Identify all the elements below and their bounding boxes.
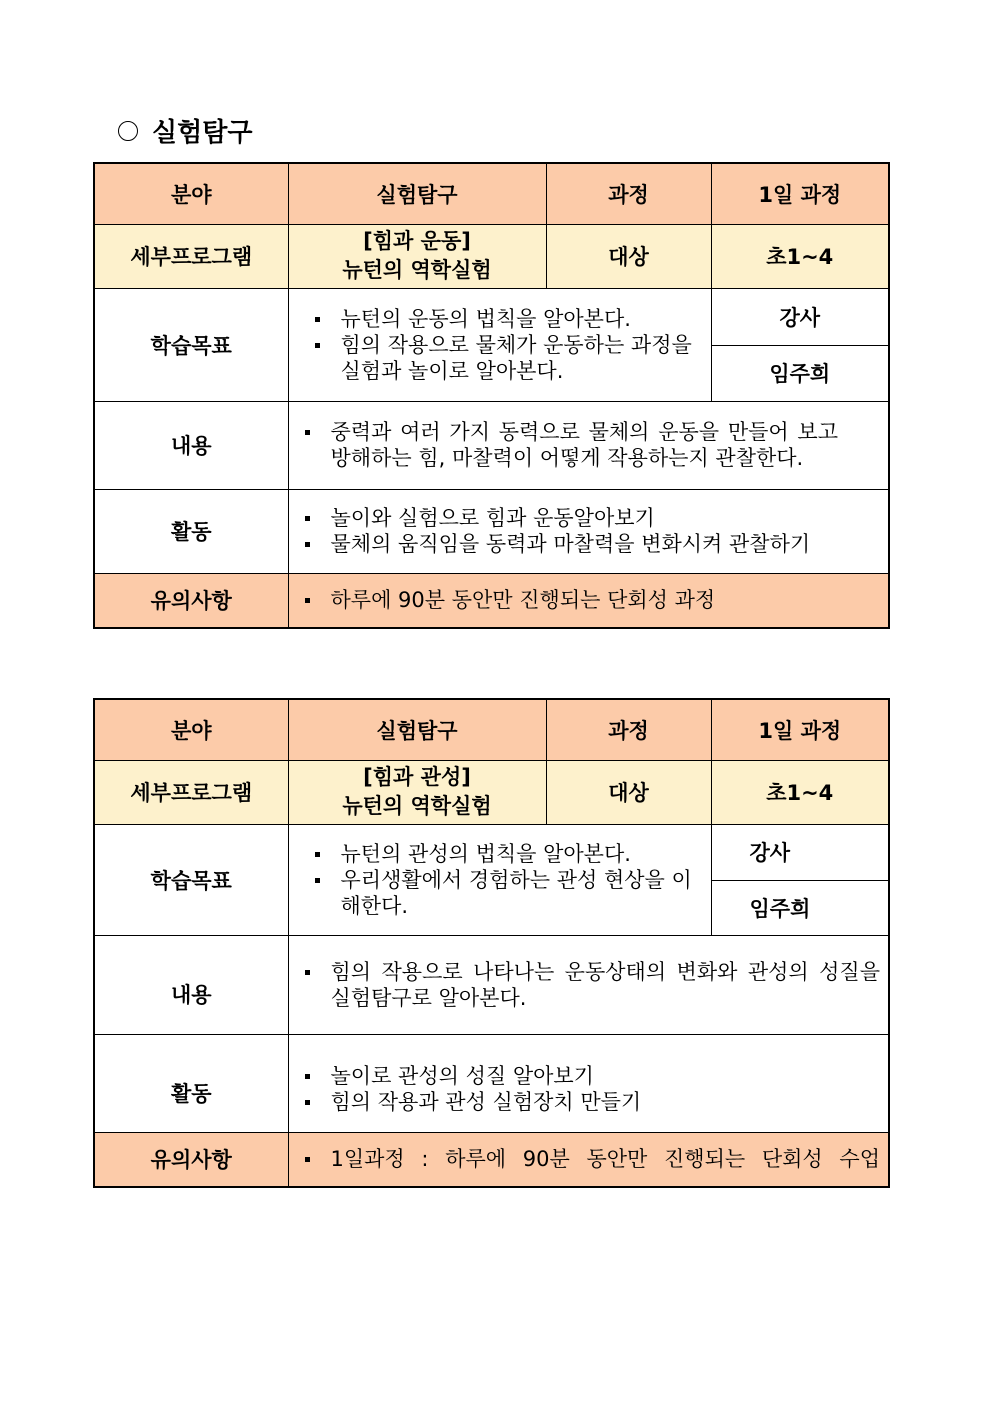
goal-item: 힘의 작용으로 물체가 운동하는 과정을 실험과 놀이로 알아본다.: [309, 332, 703, 384]
notes-item: 1일과정 : 하루에 90분 동안만 진행되는 단회성 수업: [299, 1146, 881, 1172]
goal-item: 우리생활에서 경험하는 관성 현상을 이해한다.: [309, 867, 697, 919]
program-title: 뉴턴의 역학실험: [342, 794, 492, 818]
header-row: [94, 163, 889, 224]
course-value: 1일 과정: [711, 163, 889, 224]
activity-label: 활동: [94, 1034, 288, 1132]
goal-item: 뉴턴의 관성의 법칙을 알아본다.: [309, 841, 697, 867]
notes-row: [94, 1132, 889, 1187]
goals-row: [94, 824, 889, 880]
content-item: 힘의 작용으로 나타나는 운동상태의 변화와 관성의 성질을 실험탐구로 알아본다.: [299, 959, 881, 1011]
content-label: 내용: [94, 401, 288, 489]
content-cell: [288, 935, 889, 1034]
goal-item: 뉴턴의 운동의 법칙을 알아본다.: [309, 306, 703, 332]
activity-item: 놀이와 실험으로 힘과 운동알아보기: [299, 505, 881, 531]
instructor-name: 임주희: [711, 345, 889, 401]
activity-row: [94, 489, 889, 573]
instructor-name: 임주희: [711, 880, 889, 935]
section-title: [118, 112, 252, 149]
target-value: 초1~4: [711, 224, 889, 288]
detail-row: [94, 760, 889, 824]
program-name: [288, 224, 546, 288]
activity-cell: [288, 489, 889, 573]
goals-label: 학습목표: [94, 824, 288, 935]
target-label: 대상: [546, 224, 711, 288]
goals-cell: [288, 824, 711, 935]
field-value: 실험탐구: [288, 699, 546, 760]
notes-cell: [288, 573, 889, 628]
content-item: 중력과 여러 가지 동력으로 물체의 운동을 만들어 보고 방해하는 힘, 마찰력이 어떻게 작용하는지 관찰한다.: [299, 419, 839, 471]
activity-item: 힘의 작용과 관성 실험장치 만들기: [299, 1089, 881, 1115]
circle-bullet-icon: [118, 121, 138, 141]
goals-row: [94, 288, 889, 345]
course-label: 과정: [546, 163, 711, 224]
field-label: 분야: [94, 699, 288, 760]
target-value: 초1~4: [711, 760, 889, 824]
instructor-label: 강사: [711, 824, 889, 880]
program-table-1: [93, 162, 890, 629]
activity-row: [94, 1034, 889, 1132]
instructor-label: 강사: [711, 288, 889, 345]
content-cell: [288, 401, 889, 489]
notes-label: 유의사항: [94, 573, 288, 628]
detail-row: [94, 224, 889, 288]
field-label: 분야: [94, 163, 288, 224]
target-label: 대상: [546, 760, 711, 824]
course-label: 과정: [546, 699, 711, 760]
section-title-text: 실험탐구: [152, 118, 253, 148]
header-row: [94, 699, 889, 760]
activity-cell: [288, 1034, 889, 1132]
program-topic: [힘과 운동]: [363, 229, 471, 253]
goals-cell: [288, 288, 711, 401]
course-value: 1일 과정: [711, 699, 889, 760]
program-name: [288, 760, 546, 824]
activity-item: 물체의 움직임을 동력과 마찰력을 변화시켜 관찰하기: [299, 531, 881, 557]
program-title: 뉴턴의 역학실험: [342, 258, 492, 282]
content-label: 내용: [94, 935, 288, 1034]
activity-label: 활동: [94, 489, 288, 573]
notes-row: [94, 573, 889, 628]
goals-label: 학습목표: [94, 288, 288, 401]
notes-label: 유의사항: [94, 1132, 288, 1187]
detail-label: 세부프로그램: [94, 224, 288, 288]
program-table-2: [93, 698, 890, 1188]
content-row: [94, 401, 889, 489]
activity-item: 놀이로 관성의 성질 알아보기: [299, 1063, 881, 1089]
notes-cell: [288, 1132, 889, 1187]
program-topic: [힘과 관성]: [363, 765, 471, 789]
field-value: 실험탐구: [288, 163, 546, 224]
detail-label: 세부프로그램: [94, 760, 288, 824]
content-row: [94, 935, 889, 1034]
notes-item: 하루에 90분 동안만 진행되는 단회성 과정: [299, 587, 881, 613]
